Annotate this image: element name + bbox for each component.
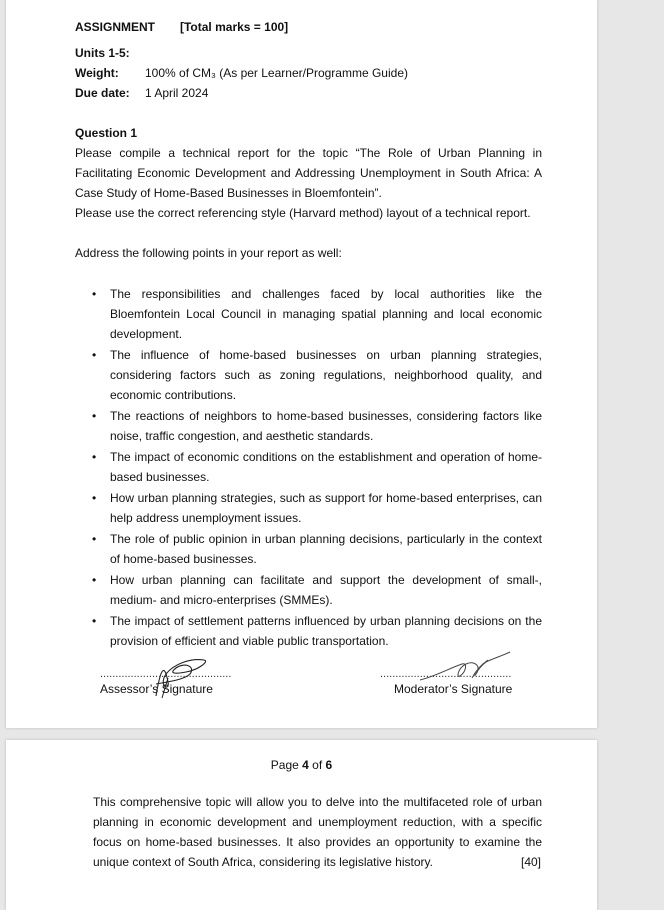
assignment-label: ASSIGNMENT — [75, 20, 156, 34]
closing-paragraph — [93, 792, 542, 872]
bullet-icon: • — [92, 491, 97, 505]
list-item: • The impact of economic conditions on the establishment and operation of home-based businesses. — [92, 447, 542, 487]
assessor-signature-label: Assessor’s Signature — [100, 682, 213, 696]
question-heading: Question 1 — [75, 126, 138, 140]
bullet-icon: • — [92, 614, 97, 628]
list-item: • How urban planning strategies, such as support for home-based enterprises, can help address unemployment issues. — [92, 488, 542, 528]
bullet-icon: • — [92, 573, 97, 587]
list-item: • The influence of home-based businesses on urban planning strategies, considering factors such as zoning regulations, neighborhood quality, and economic contributions. — [92, 345, 542, 405]
weight-label: Weight: — [75, 66, 119, 80]
document-page-bottom — [6, 740, 597, 910]
list-item: • The reactions of neighbors to home-based businesses, considering factors like noise, traffic congestion, and aesthetic standards. — [92, 406, 542, 446]
list-item: • How urban planning can facilitate and support the development of small-, medium- and micro-enterprises (SMMEs). — [92, 570, 542, 610]
page-word: Page — [270, 758, 299, 772]
assessor-signature-scribble-icon — [146, 652, 216, 702]
due-date-value: 1 April 2024 — [145, 86, 209, 100]
list-item: • The impact of settlement patterns influenced by urban planning decisions on the provision of efficient and viable public transportation. — [92, 611, 542, 651]
bullet-icon: • — [92, 532, 97, 546]
units-label: Units 1-5: — [75, 46, 130, 60]
page-number: 4 — [302, 758, 309, 772]
question-intro: Please compile a technical report for the topic “The Role of Urban Planning in Facilitating Economic Development and Addressing Unemployment in South Africa: A Case Study of Home-Based Businesses in Bloemfontein”. — [75, 146, 542, 200]
bullet-icon: • — [92, 348, 97, 362]
moderator-signature-scribble-icon — [416, 650, 516, 690]
assessor-signature-line: ........................................... — [100, 668, 232, 680]
due-date-label: Due date: — [75, 86, 130, 100]
weight-value: 100% of CM₃ (As per Learner/Programme Guide) — [145, 66, 408, 80]
list-item: • The role of public opinion in urban planning decisions, particularly in the context of home-based businesses. — [92, 529, 542, 569]
total-pages: 6 — [325, 758, 333, 772]
document-page-top — [6, 0, 597, 728]
bullet-icon: • — [92, 287, 97, 301]
list-item: • The responsibilities and challenges faced by local authorities like the Bloemfontein Local Council in managing spatial planning and local economic development. — [92, 284, 542, 344]
bullet-icon: • — [92, 450, 97, 464]
of-word: of — [312, 758, 323, 772]
closing-text: This comprehensive topic will allow you to delve into the multifaceted role of urban planning in economic development and unemployment reduction, with a specific focus on home-based businesses. It also provides an opportunity to examine the unique context of South Africa, considering its legislative history. — [93, 795, 542, 869]
referencing-instruction: Please use the correct referencing style (Harvard method) layout of a technical report. — [75, 206, 531, 220]
question-marks: [40] — [521, 855, 542, 869]
total-marks: [Total marks = 100] — [180, 20, 289, 34]
page-indicator — [6, 755, 597, 775]
moderator-signature-label: Moderator’s Signature — [394, 682, 513, 696]
moderator-signature-line: ........................................... — [380, 668, 512, 680]
address-points-intro: Address the following points in your report as well: — [75, 246, 342, 260]
points-list — [92, 284, 542, 652]
bullet-icon: • — [92, 409, 97, 423]
